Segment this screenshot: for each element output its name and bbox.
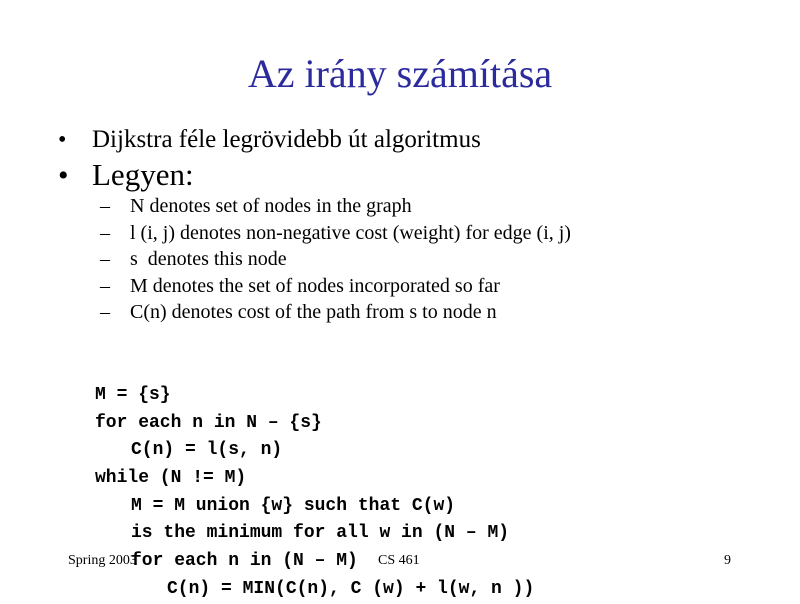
dash-icon: – [100,274,110,297]
bullet-icon: • [58,159,69,192]
dash-icon: – [100,221,110,244]
code-line: C(n) = l(s, n) [131,440,283,461]
definition-item [100,246,571,273]
definition-item [100,273,571,300]
definition-item [100,299,571,326]
definition-text: N denotes set of nodes in the graph [130,195,412,217]
bullet-text: Legyen: [92,157,194,192]
code-line: while (N != M) [95,468,247,489]
code-line: M = M union {w} such that C(w) [131,495,456,516]
dash-icon: – [100,195,110,217]
bullet-icon: • [58,127,67,153]
dash-icon: – [100,301,110,323]
definition-item [100,220,571,247]
page-number: 9 [724,553,731,568]
definition-text: l (i, j) denotes non-negative cost (weight) for edge (i, j) [130,221,571,244]
dash-icon: – [100,248,110,270]
definition-text: s denotes this node [130,248,287,270]
code-line: for each n in N – {s} [95,412,322,433]
footer-course: CS 461 [378,553,420,568]
definition-text: M denotes the set of nodes incorporated so far [130,274,500,297]
slide-title: Az irány számítása [247,51,553,96]
bullet-text: Dijkstra féle legrövidebb út algoritmus [92,126,481,153]
code-line: M = {s} [95,385,171,405]
definition-item [100,193,571,220]
definition-text: C(n) denotes cost of the path from s to node n [130,301,497,323]
code-line: for each n in (N – M) [131,551,358,572]
footer-date: Spring 2003 [68,553,137,568]
definition-list [100,193,571,326]
bullet-item-legyen [58,156,194,195]
bullet-item-dijkstra [58,124,481,156]
pseudocode-block [95,382,534,604]
code-line: is the minimum for all w in (N – M) [131,523,510,544]
code-line: C(n) = MIN(C(n), C (w) + l(w, n )) [167,578,535,599]
